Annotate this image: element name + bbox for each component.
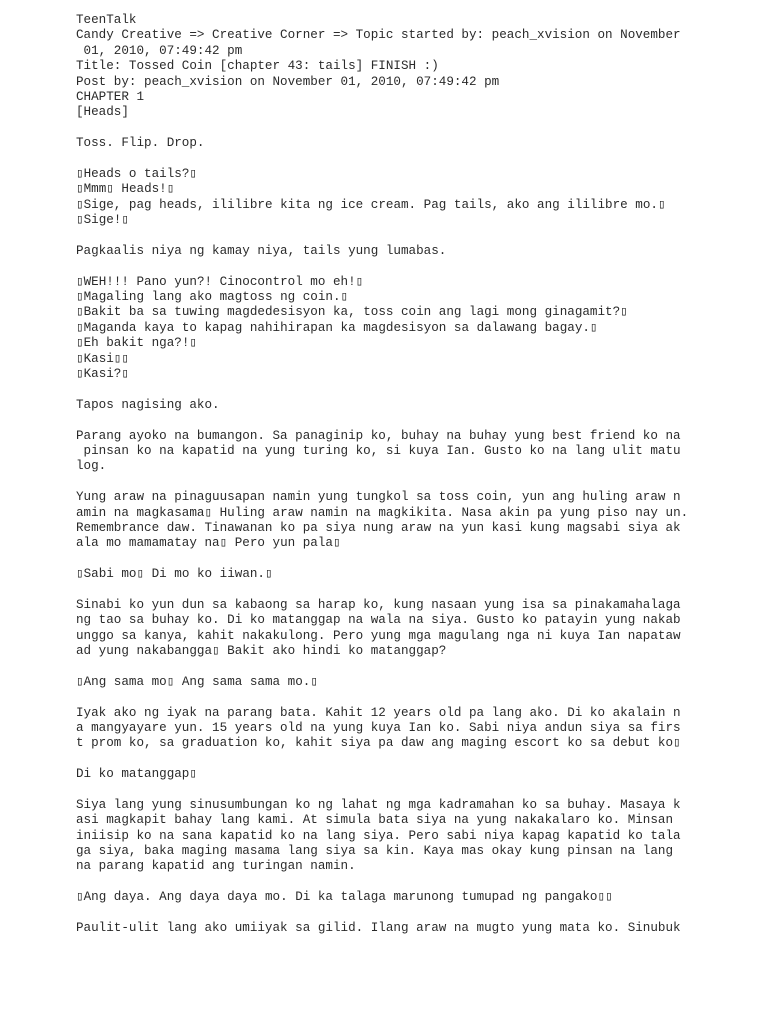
- paragraph: [76, 767, 756, 782]
- text-line: a mangyayare yun. 15 years old na yung kuya Ian ko. Sabi niya andun siya sa firs: [76, 720, 681, 735]
- text-line: ▯Maganda kaya to kapag nahihirapan ka magdesisyon sa dalawang bagay.▯: [76, 320, 598, 335]
- header-line: TeenTalk: [76, 13, 137, 27]
- text-line: ▯Mmm▯ Heads!▯: [76, 182, 175, 197]
- text-line: ▯Bakit ba sa tuwing magdedesisyon ka, toss coin ang lagi mong ginagamit?▯: [76, 305, 628, 320]
- paragraph-spacer: [76, 659, 756, 674]
- paragraph: [76, 167, 756, 229]
- paragraph-spacer: [76, 152, 756, 167]
- text-line: Toss. Flip. Drop.: [76, 136, 205, 151]
- text-line: ▯Heads o tails?▯: [76, 166, 197, 181]
- paragraph: [76, 921, 756, 936]
- header-line: Title: Tossed Coin [chapter 43: tails] FINISH :): [76, 59, 439, 74]
- text-line: asi magkapit bahay lang kami. At simula bata siya na yung nakakalaro ko. Minsan: [76, 813, 674, 828]
- header-line: Candy Creative => Creative Corner => Topic started by: peach_xvision on November: [76, 28, 681, 43]
- paragraph-spacer: [76, 783, 756, 798]
- text-line: ▯Magaling lang ako magtoss ng coin.▯: [76, 290, 349, 305]
- paragraph: [76, 890, 756, 905]
- text-line: ad yung nakabangga▯ Bakit ako hindi ko matanggap?: [76, 644, 447, 659]
- paragraph-spacer: [76, 413, 756, 428]
- text-line: Yung araw na pinaguusapan namin yung tungkol sa toss coin, yun ang huling araw n: [76, 490, 681, 505]
- paragraph-spacer: [76, 690, 756, 705]
- text-line: ala mo mamamatay na▯ Pero yun pala▯: [76, 536, 341, 551]
- text-line: log.: [76, 459, 107, 474]
- text-line: pinsan ko na kapatid na yung turing ko, si kuya Ian. Gusto ko na lang ulit matu: [76, 443, 681, 458]
- text-line: t prom ko, sa graduation ko, kahit siya pa daw ang maging escort ko sa debut ko▯: [76, 736, 681, 751]
- text-line: Pagkaalis niya ng kamay niya, tails yung lumabas.: [76, 243, 447, 258]
- text-line: ga siya, baka maging masama lang siya sa kin. Kaya mas okay kung pinsan na lang: [76, 844, 674, 859]
- paragraph: [76, 398, 756, 413]
- text-line: ▯Ang sama mo▯ Ang sama sama mo.▯: [76, 674, 318, 689]
- paragraph: [76, 490, 756, 552]
- document-body: [76, 121, 756, 937]
- paragraph-spacer: [76, 228, 756, 243]
- text-line: Di ko matanggap▯: [76, 767, 197, 782]
- text-line: ▯Sige, pag heads, ililibre kita ng ice cream. Pag tails, ako ang ililibre mo.▯: [76, 197, 666, 212]
- text-line: ▯Ang daya. Ang daya daya mo. Di ka talaga marunong tumupad ng pangako▯▯: [76, 890, 613, 905]
- paragraph: [76, 136, 756, 151]
- text-line: ▯Eh bakit nga?!▯: [76, 336, 197, 351]
- text-line: unggo sa kanya, kahit nakakulong. Pero yung mga magulang nga ni kuya Ian napataw: [76, 628, 681, 643]
- paragraph: [76, 675, 756, 690]
- paragraph-spacer: [76, 259, 756, 274]
- text-line: Sinabi ko yun dun sa kabaong sa harap ko, kung nasaan yung isa sa pinakamahalaga: [76, 597, 681, 612]
- header-line: CHAPTER 1: [76, 89, 145, 104]
- paragraph-spacer: [76, 552, 756, 567]
- text-line: ▯WEH!!! Pano yun?! Cinocontrol mo eh!▯: [76, 274, 364, 289]
- text-line: na parang kapatid ang turingan namin.: [76, 859, 356, 874]
- paragraph-spacer: [76, 121, 756, 136]
- header-line: 01, 2010, 07:49:42 pm: [76, 43, 243, 58]
- header-line: [Heads]: [76, 105, 129, 120]
- paragraph: [76, 798, 756, 875]
- paragraph-spacer: [76, 475, 756, 490]
- text-line: Parang ayoko na bumangon. Sa panaginip ko, buhay na buhay yung best friend ko na: [76, 428, 681, 443]
- text-line: Paulit-ulit lang ako umiiyak sa gilid. Ilang araw na mugto yung mata ko. Sinubuk: [76, 921, 681, 936]
- paragraph: [76, 429, 756, 475]
- paragraph-spacer: [76, 752, 756, 767]
- text-line: ng tao sa buhay ko. Di ko matanggap na wala na siya. Gusto ko patayin yung nakab: [76, 613, 681, 628]
- text-line: Iyak ako ng iyak na parang bata. Kahit 12 years old pa lang ako. Di ko akalain n: [76, 705, 681, 720]
- text-line: amin na magkasama▯ Huling araw namin na magkikita. Nasa akin pa yung piso nay un.: [76, 505, 689, 520]
- text-line: iniisip ko na sana kapatid ko na lang siya. Pero sabi niya kapag kapatid ko tala: [76, 828, 681, 843]
- paragraph-spacer: [76, 382, 756, 397]
- text-line: Tapos nagising ako.: [76, 397, 220, 412]
- text-line: Remembrance daw. Tinawanan ko pa siya nung araw na yun kasi kung magsabi siya ak: [76, 520, 681, 535]
- paragraph: [76, 244, 756, 259]
- text-line: ▯Kasi▯▯: [76, 351, 129, 366]
- paragraph: [76, 275, 756, 383]
- paragraph-spacer: [76, 875, 756, 890]
- text-line: ▯Sige!▯: [76, 213, 129, 228]
- document-page: [76, 13, 756, 936]
- text-line: ▯Sabi mo▯ Di mo ko iiwan.▯: [76, 567, 273, 582]
- paragraph-spacer: [76, 582, 756, 597]
- paragraph: [76, 706, 756, 752]
- text-line: Siya lang yung sinusumbungan ko ng lahat ng mga kadramahan ko sa buhay. Masaya k: [76, 797, 681, 812]
- text-line: ▯Kasi?▯: [76, 366, 129, 381]
- paragraph: [76, 598, 756, 660]
- paragraph-spacer: [76, 906, 756, 921]
- document-header: [76, 13, 756, 121]
- header-line: Post by: peach_xvision on November 01, 2010, 07:49:42 pm: [76, 74, 500, 89]
- paragraph: [76, 567, 756, 582]
